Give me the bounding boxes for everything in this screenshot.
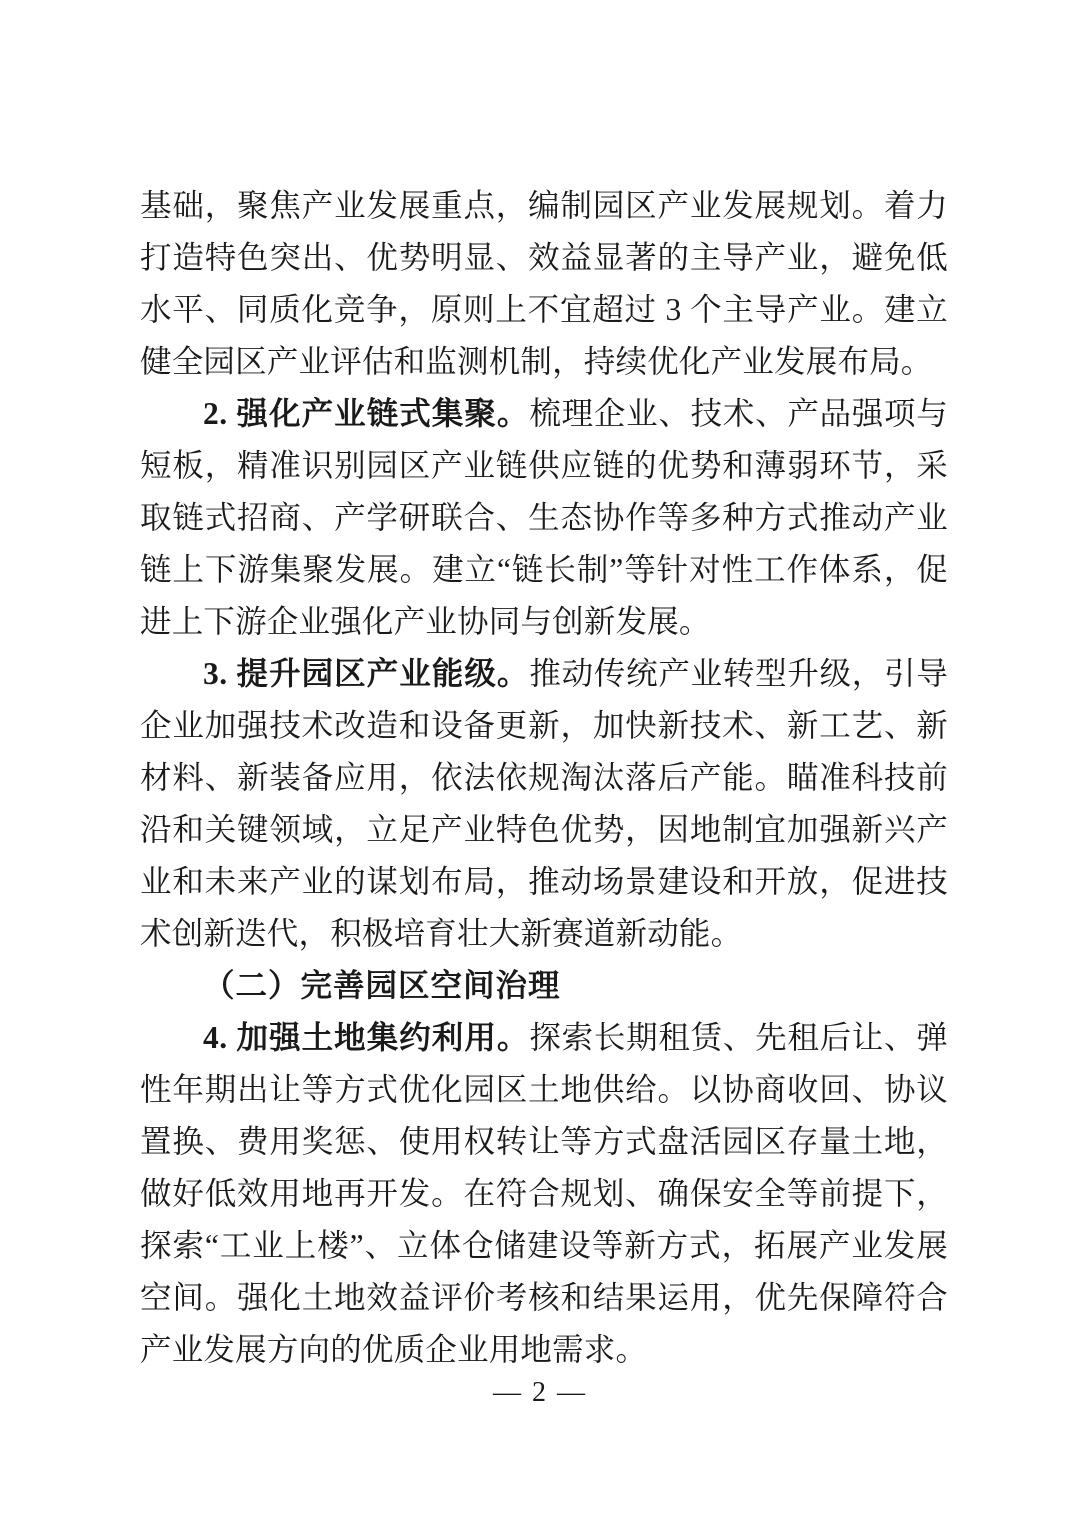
section-heading-2 xyxy=(140,960,948,1012)
section-heading-text: （二）完善园区空间治理 xyxy=(203,968,561,1003)
paragraph-item-4 xyxy=(140,1012,948,1376)
paragraph-lead: 3. 提升园区产业能级。 xyxy=(203,656,530,691)
paragraph-text: 基础，聚焦产业发展重点，编制园区产业发展规划。着力打造特色突出、优势明显、效益显著的主导产业，避免低水平、同质化竞争，原则上不宜超过 3 个主导产业。建立健全园区产业评估和监测机制，持续优化产业发展布局。 xyxy=(140,188,948,379)
paragraph-lead: 2. 强化产业链式集聚。 xyxy=(203,396,530,431)
paragraph-item-3 xyxy=(140,648,948,960)
paragraph-continuation xyxy=(140,180,948,388)
document-body xyxy=(140,180,948,1376)
paragraph-text: 探索长期租赁、先租后让、弹性年期出让等方式优化园区土地供给。以协商收回、协议置换、费用奖惩、使用权转让等方式盘活园区存量土地，做好低效用地再开发。在符合规划、确保安全等前提下，探索“工业上楼”、立体仓储建设等新方式，拓展产业发展空间。强化土地效益评价考核和结果运用，优先保障符合产业发展方向的优质企业用地需求。 xyxy=(140,1020,948,1367)
paragraph-text: 推动传统产业转型升级，引导企业加强技术改造和设备更新，加快新技术、新工艺、新材料、新装备应用，依法依规淘汰落后产能。瞄准科技前沿和关键领域，立足产业特色优势，因地制宜加强新兴产业和未来产业的谋划布局，推动场景建设和开放，促进技术创新迭代，积极培育壮大新赛道新动能。 xyxy=(140,656,948,951)
paragraph-text: 梳理企业、技术、产品强项与短板，精准识别园区产业链供应链的优势和薄弱环节，采取链式招商、产学研联合、生态协作等多种方式推动产业链上下游集聚发展。建立“链长制”等针对性工作体系，促进上下游企业强化产业协同与创新发展。 xyxy=(140,396,948,639)
paragraph-item-2 xyxy=(140,388,948,648)
page-number: — 2 — xyxy=(493,1377,587,1408)
paragraph-lead: 4. 加强土地集约利用。 xyxy=(203,1020,530,1055)
